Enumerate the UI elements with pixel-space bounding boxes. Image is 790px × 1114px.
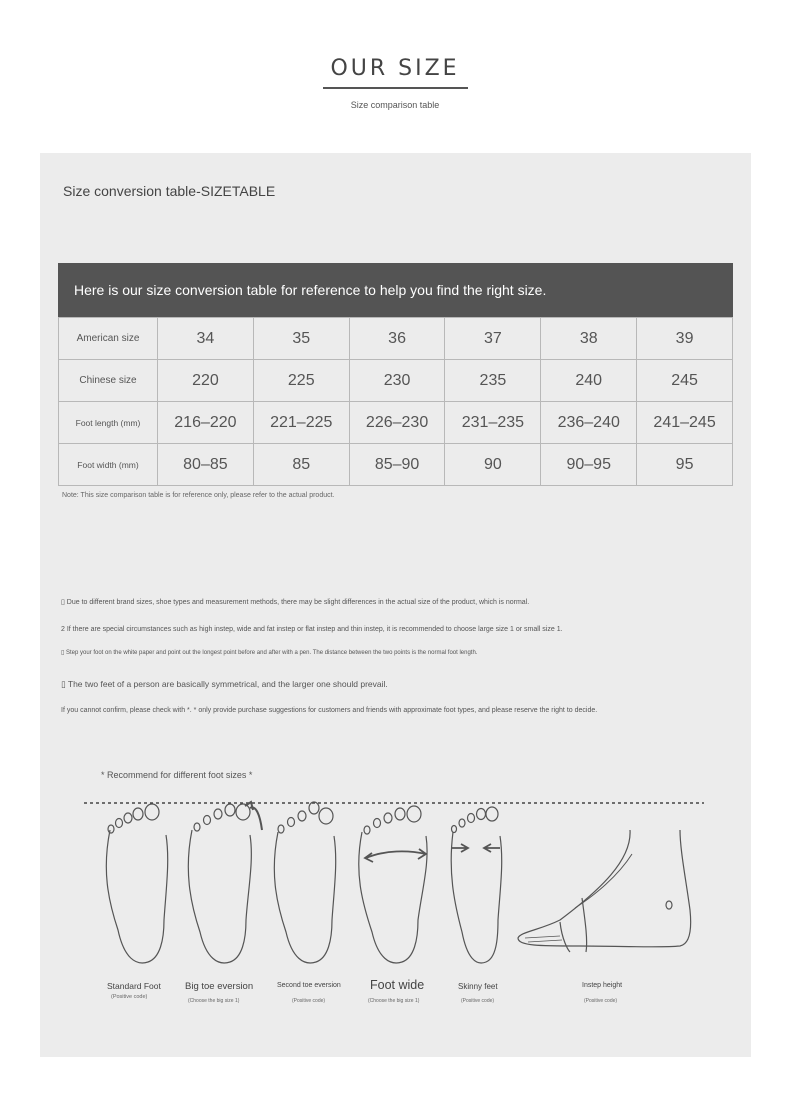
panel-heading: Size conversion table-SIZETABLE: [63, 183, 276, 199]
foot-code-skinny: (Positive code): [461, 998, 495, 1004]
recommend-heading: * Recommend for different foot sizes *: [101, 770, 253, 780]
instep-height-foot-icon: [518, 830, 691, 952]
tip-confirm: If you cannot confirm, please check with *. * only provide purchase suggestions for customers and friends with approximate foot types, and please reserve the right to decide.: [61, 707, 598, 714]
table-cell: 216–220: [158, 402, 254, 444]
table-row: [59, 444, 733, 486]
table-cell: 85: [253, 444, 349, 486]
table-cell: 35: [253, 318, 349, 360]
foot-code-big-toe: (Choose the big size 1): [188, 998, 240, 1004]
size-conversion-table: [58, 317, 733, 486]
table-cell: 221–225: [253, 402, 349, 444]
table-cell: 235: [445, 360, 541, 402]
table-cell: 225: [253, 360, 349, 402]
table-row: [59, 360, 733, 402]
row-label: Foot length (mm): [59, 402, 158, 444]
tip-measure-foot: ▯ Step your foot on the white paper and point out the longest point before and after with a pen. The distance between the two points is the normal foot length.: [61, 650, 478, 656]
page-subtitle: Size comparison table: [350, 100, 440, 110]
table-note: Note: This size comparison table is for reference only, please refer to the actual product.: [62, 492, 335, 499]
table-cell: 38: [541, 318, 637, 360]
foot-types-illustration: [40, 640, 751, 980]
foot-code-second-toe: (Positive code): [292, 998, 326, 1004]
foot-code-standard: (Positive code): [111, 994, 148, 1000]
row-label: Chinese size: [59, 360, 158, 402]
title-underline: [323, 87, 468, 89]
foot-label-standard: Standard Foot: [107, 981, 161, 991]
table-cell: 90: [445, 444, 541, 486]
tip-brand-sizes: ▯ Due to different brand sizes, shoe types and measurement methods, there may be slight differences in the actual size of the product, which is normal.: [61, 599, 530, 606]
tip-special-instep: 2 If there are special circumstances such as high instep, wide and fat instep or flat instep and thin instep, it is recommended to choose large size 1 or small size 1.: [61, 626, 563, 633]
table-cell: 34: [158, 318, 254, 360]
table-cell: 39: [637, 318, 733, 360]
table-cell: 36: [349, 318, 445, 360]
row-label: American size: [59, 318, 158, 360]
wide-foot-icon: [359, 806, 427, 963]
table-cell: 226–230: [349, 402, 445, 444]
table-banner: Here is our size conversion table for reference to help you find the right size.: [58, 263, 733, 317]
table-row: [59, 318, 733, 360]
table-cell: 220: [158, 360, 254, 402]
table-cell: 245: [637, 360, 733, 402]
table-cell: 90–95: [541, 444, 637, 486]
table-cell: 80–85: [158, 444, 254, 486]
table-cell: 241–245: [637, 402, 733, 444]
tip-symmetric-feet: ▯ The two feet of a person are basically symmetrical, and the larger one should prevail.: [61, 679, 388, 689]
row-label: Foot width (mm): [59, 444, 158, 486]
table-cell: 236–240: [541, 402, 637, 444]
skinny-foot-icon: [451, 807, 502, 963]
foot-label-big-toe: Big toe eversion: [185, 981, 254, 992]
foot-label-skinny: Skinny feet: [458, 982, 498, 991]
table-row: [59, 402, 733, 444]
foot-code-wide: (Choose the big size 1): [368, 998, 420, 1004]
page-title: OUR SIZE: [330, 56, 460, 81]
table-cell: 230: [349, 360, 445, 402]
table-cell: 85–90: [349, 444, 445, 486]
second-toe-eversion-foot-icon: [274, 802, 335, 963]
table-cell: 95: [637, 444, 733, 486]
table-cell: 240: [541, 360, 637, 402]
foot-label-instep: Instep height: [582, 982, 623, 989]
foot-label-wide: Foot wide: [370, 978, 425, 992]
table-cell: 231–235: [445, 402, 541, 444]
foot-code-instep: (Positive code): [584, 998, 618, 1004]
standard-foot-icon: [106, 804, 167, 963]
big-toe-eversion-foot-icon: [188, 802, 262, 963]
table-cell: 37: [445, 318, 541, 360]
foot-label-second-toe: Second toe eversion: [277, 982, 341, 989]
